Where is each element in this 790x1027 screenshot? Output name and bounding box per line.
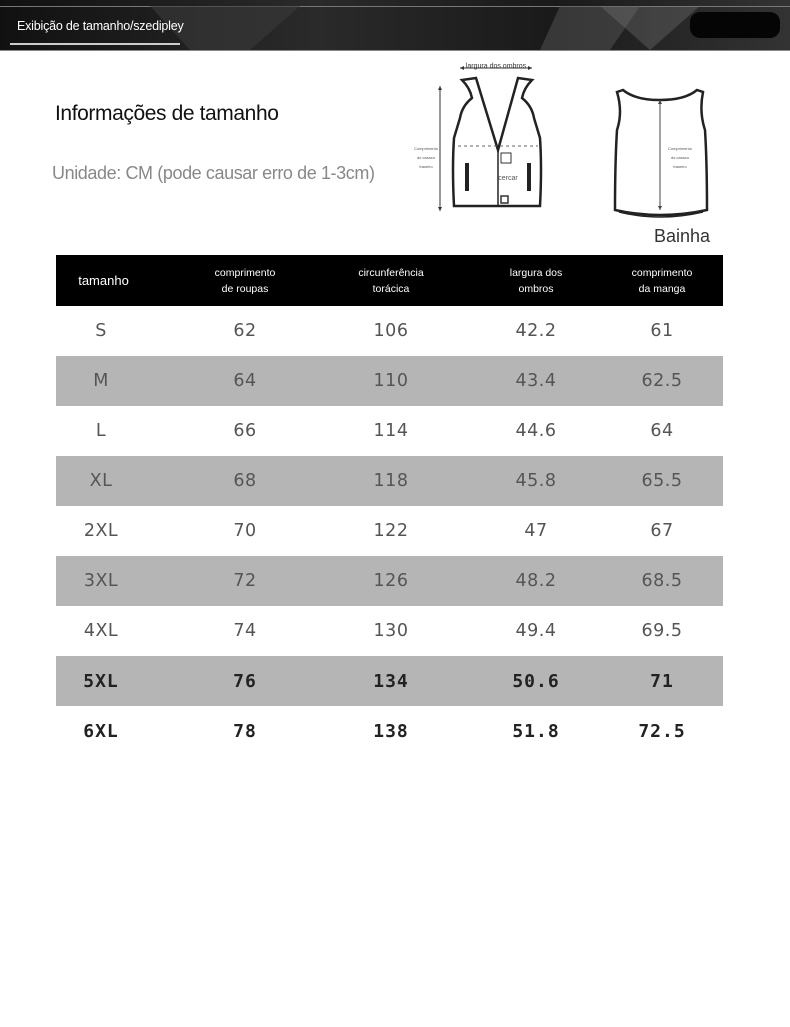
cell-sleeve-length: 62.5 xyxy=(641,371,683,391)
header-chest: circunferência torácica xyxy=(358,266,424,295)
header-size: tamanho xyxy=(78,272,129,288)
cell-chest: 118 xyxy=(373,471,409,491)
cell-shoulder-width: 47 xyxy=(524,521,548,541)
cell-clothing-length: 78 xyxy=(233,720,257,742)
cell-size: 2XL xyxy=(83,521,119,541)
cell-sleeve-length: 72.5 xyxy=(638,720,686,742)
cell-sleeve-length: 64 xyxy=(650,421,674,441)
shoulder-label: largura dos ombros xyxy=(465,63,527,70)
banner-underline xyxy=(10,43,180,45)
cell-chest: 126 xyxy=(373,571,409,591)
table-row xyxy=(56,456,723,506)
svg-text:Comprimento: Comprimento xyxy=(413,146,439,151)
cell-chest: 130 xyxy=(373,621,409,641)
svg-text:traseiro: traseiro xyxy=(673,164,687,169)
size-info-heading: Informações de tamanho xyxy=(55,102,279,125)
table-row xyxy=(56,606,723,656)
cell-shoulder-width: 44.6 xyxy=(515,421,557,441)
cell-chest: 114 xyxy=(373,421,409,441)
cell-size: XL xyxy=(89,471,113,491)
hem-label: Bainha xyxy=(654,226,711,246)
header-shoulder-width: largura dos ombros xyxy=(509,266,563,295)
table-body xyxy=(56,306,723,756)
cell-chest: 122 xyxy=(373,521,409,541)
table-row xyxy=(56,656,723,706)
table-row xyxy=(56,556,723,606)
cell-shoulder-width: 45.8 xyxy=(515,471,557,491)
size-table xyxy=(56,255,723,756)
cell-sleeve-length: 65.5 xyxy=(641,471,683,491)
table-row xyxy=(56,406,723,456)
cell-sleeve-length: 67 xyxy=(650,521,674,541)
cell-sleeve-length: 61 xyxy=(650,321,674,341)
svg-text:do casaco: do casaco xyxy=(670,155,690,160)
header-sleeve-length: comprimento da manga xyxy=(631,266,693,295)
cell-clothing-length: 76 xyxy=(233,670,257,692)
cell-chest: 134 xyxy=(373,670,409,692)
cell-clothing-length: 74 xyxy=(233,621,257,641)
cell-clothing-length: 68 xyxy=(233,471,257,491)
cell-size: S xyxy=(95,321,107,341)
header-banner xyxy=(0,0,790,51)
table-row xyxy=(56,506,723,556)
cell-shoulder-width: 48.2 xyxy=(515,571,557,591)
chest-label: cercar xyxy=(498,175,518,182)
banner-title: Exibição de tamanho/szedipley xyxy=(17,19,184,33)
cell-chest: 138 xyxy=(373,720,409,742)
cell-clothing-length: 66 xyxy=(233,421,257,441)
cell-size: 5XL xyxy=(83,670,119,692)
cell-clothing-length: 72 xyxy=(233,571,257,591)
cell-sleeve-length: 69.5 xyxy=(641,621,683,641)
cell-shoulder-width: 42.2 xyxy=(515,321,557,341)
vest-front-diagram xyxy=(410,58,550,218)
unit-note: Unidade: CM (pode causar erro de 1-3cm) xyxy=(52,163,375,183)
svg-text:traseiro: traseiro xyxy=(419,164,433,169)
cell-shoulder-width: 50.6 xyxy=(512,670,560,692)
cell-size: M xyxy=(93,371,109,391)
cell-size: 3XL xyxy=(83,571,119,591)
cell-size: 4XL xyxy=(83,621,119,641)
cell-clothing-length: 62 xyxy=(233,321,257,341)
cell-clothing-length: 64 xyxy=(233,371,257,391)
cell-shoulder-width: 43.4 xyxy=(515,371,557,391)
table-row xyxy=(56,356,723,406)
cell-size: L xyxy=(95,421,107,441)
vest-back-diagram xyxy=(605,82,715,222)
cell-shoulder-width: 49.4 xyxy=(515,621,557,641)
svg-text:do casaco: do casaco xyxy=(416,155,436,160)
table-row xyxy=(56,706,723,756)
cell-clothing-length: 70 xyxy=(233,521,257,541)
cell-chest: 110 xyxy=(373,371,409,391)
cell-chest: 106 xyxy=(373,321,409,341)
cell-size: 6XL xyxy=(83,720,119,742)
table-header xyxy=(56,255,723,306)
table-row xyxy=(56,306,723,356)
cell-sleeve-length: 71 xyxy=(650,670,674,692)
svg-text:Comprimento: Comprimento xyxy=(667,146,693,151)
cell-sleeve-length: 68.5 xyxy=(641,571,683,591)
header-clothing-length: comprimento de roupas xyxy=(214,266,276,295)
cell-shoulder-width: 51.8 xyxy=(512,720,560,742)
